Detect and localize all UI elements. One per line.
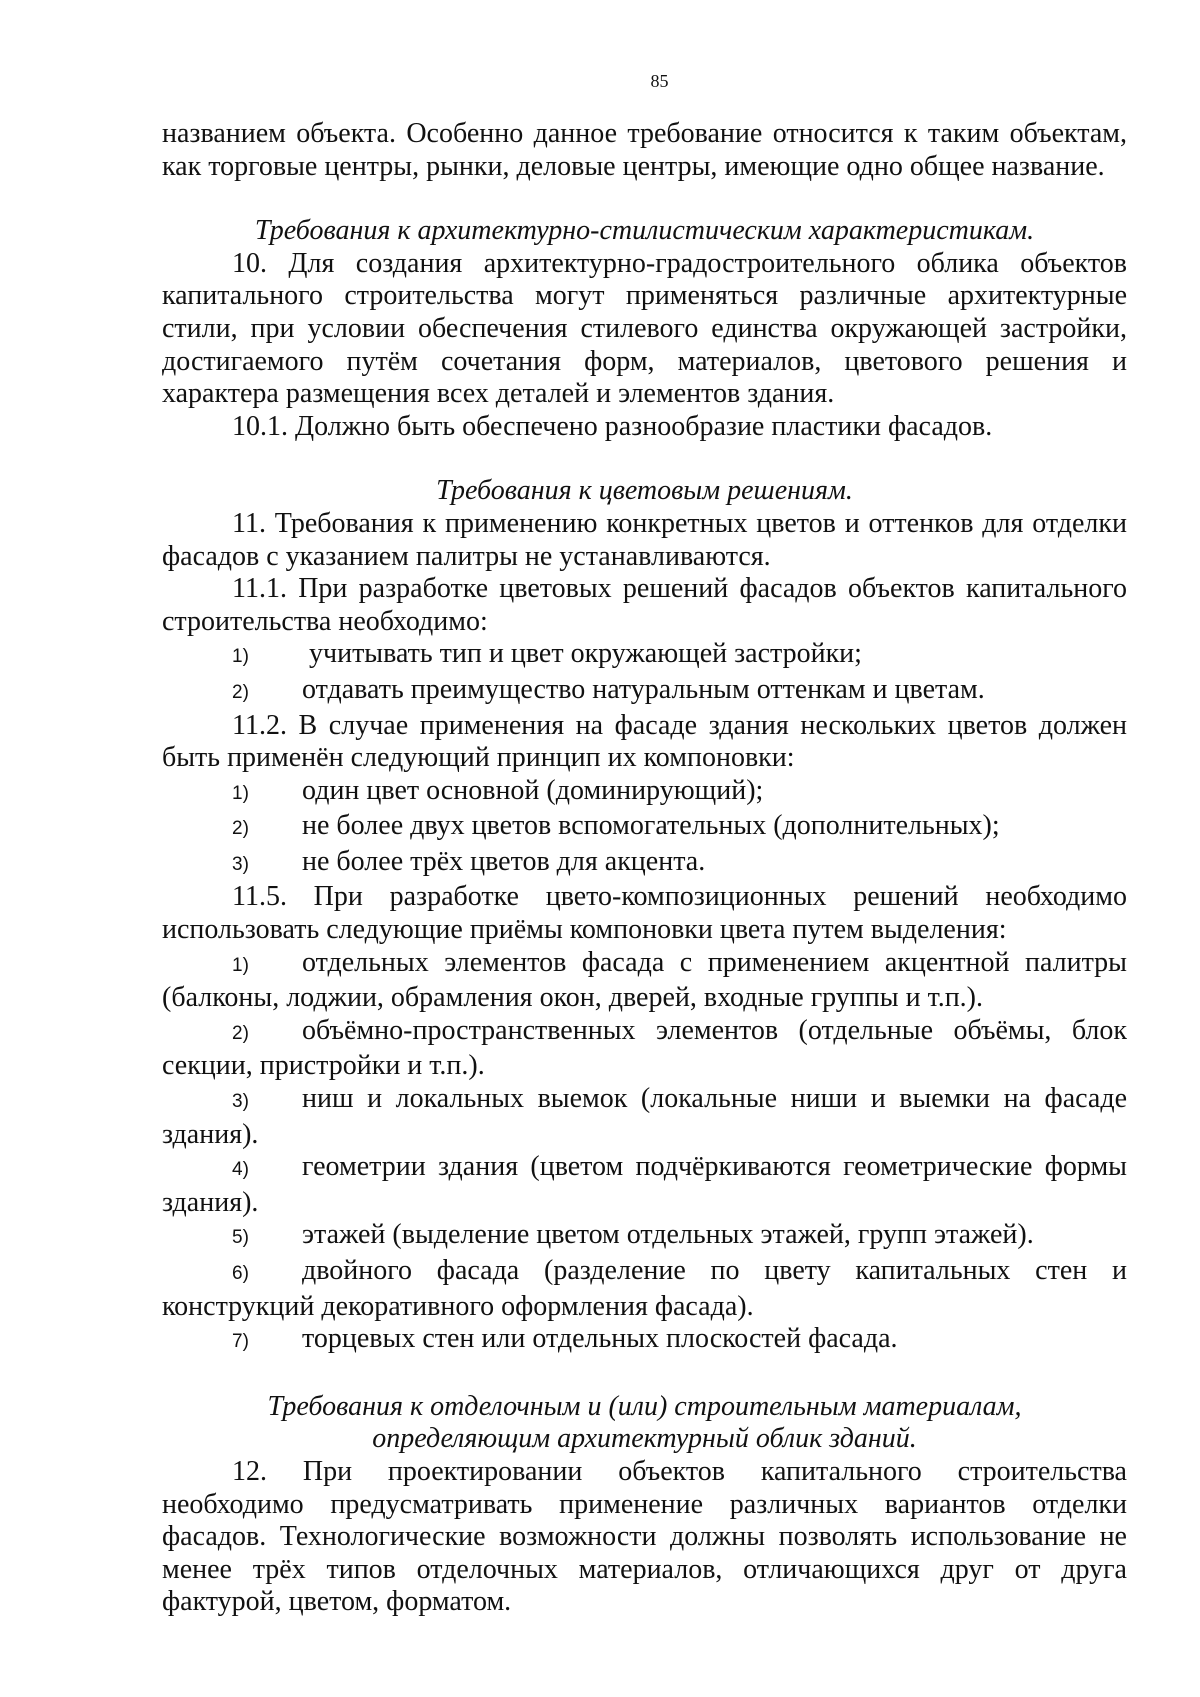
section-heading-materials-line1: Требования к отделочным и (или) строительным материалам, [267, 1390, 1022, 1422]
page-number: 85 [650, 71, 669, 91]
list-item [162, 1219, 1127, 1255]
list-11-1 [162, 638, 1127, 709]
paragraph-10-1: 10.1. Должно быть обеспечено разнообразие пластики фасадов. [232, 410, 993, 442]
list-item [162, 1015, 1127, 1083]
list-item [162, 810, 1127, 846]
list-item [162, 775, 1127, 811]
list-item [162, 1323, 1127, 1359]
paragraph-12: 12. При проектировании объектов капитального строительства необходимо предусматривать применение различных вариантов отделки фасадов. Технологические возможности должны позволять использование не менее трёх типов отделочных материалов, отличающихся друг от друга фактурой, цветом, форматом. [162, 1455, 1127, 1618]
list-item [162, 1151, 1127, 1219]
list-item [162, 1255, 1127, 1323]
list-item-number: 1) [232, 954, 249, 976]
list-item-text: двойного фасада (разделение по цвету капитальных стен и конструкций декоративного оформления фасада). [162, 1255, 1127, 1322]
list-item-text: отдавать преимущество натуральным оттенкам и цветам. [302, 673, 985, 705]
section-heading-color: Требования к цветовым решениям. [436, 475, 853, 507]
list-item-number: 2) [232, 681, 249, 703]
list-item-text: ниш и локальных выемок (локальные ниши и выемки на фасаде здания). [162, 1083, 1127, 1150]
list-item-number: 2) [232, 818, 249, 840]
paragraph-11-5: 11.5. При разработке цвето-композиционных решений необходимо использовать следующие приёмы компоновки цвета путем выделения: [162, 881, 1127, 946]
list-item-text: не более двух цветов вспомогательных (дополнительных); [302, 810, 1000, 842]
list-item-text: отдельных элементов фасада с применением акцентной палитры (балконы, лоджии, обрамления окон, дверей, входные группы и т.п.). [162, 946, 1127, 1014]
list-item-number: 1) [232, 646, 249, 668]
list-item-text: учитывать тип и цвет окружающей застройки; [302, 638, 862, 670]
list-item-text: геометрии здания (цветом подчёркиваются геометрические формы здания). [162, 1151, 1127, 1218]
list-item [162, 846, 1127, 882]
list-item-text: не более трёх цветов для акцента. [302, 845, 706, 877]
paragraph-11-1: 11.1. При разработке цветовых решений фасадов объектов капитального строительства необходимо: [162, 573, 1127, 637]
list-item-number: 3) [232, 1091, 249, 1113]
list-item [162, 674, 1127, 710]
paragraph-11-2: 11.2. В случае применения на фасаде здания нескольких цветов должен быть применён следующий принцип их компоновки: [162, 709, 1127, 774]
list-11-5 [162, 947, 1127, 1359]
intro-paragraph: названием объекта. Особенно данное требование относится к таким объектам, как торговые центры, рынки, деловые центры, имеющие одно общее название. [162, 118, 1127, 182]
list-item-text: торцевых стен или отдельных плоскостей фасада. [302, 1323, 898, 1355]
list-item-number: 1) [232, 782, 249, 804]
list-item-number: 7) [232, 1331, 249, 1353]
list-item-number: 5) [232, 1227, 249, 1249]
list-item-number: 4) [232, 1159, 249, 1181]
paragraph-10: 10. Для создания архитектурно-градостроительного облика объектов капитального строительства могут применяться различные архитектурные стили, при условии обеспечения стилевого единства окружающей застройки, достигаемого путём сочетания форм, материалов, цветового решения и характера размещения всех деталей и элементов здания. [162, 247, 1127, 410]
list-11-2 [162, 775, 1127, 882]
list-item-number: 3) [232, 853, 249, 875]
list-item [162, 638, 1127, 674]
list-item-number: 2) [232, 1022, 249, 1044]
document-page [162, 70, 1127, 1619]
paragraph-11: 11. Требования к применению конкретных цветов и оттенков для отделки фасадов с указанием палитры не устанавливаются. [162, 507, 1127, 572]
list-item-text: один цвет основной (доминирующий); [302, 774, 764, 806]
list-item-number: 6) [232, 1263, 249, 1284]
section-heading-architecture: Требования к архитектурно-стилистическим характеристикам. [254, 215, 1035, 247]
list-item [162, 1083, 1127, 1151]
section-heading-materials-line2: определяющим архитектурный облик зданий. [372, 1423, 917, 1455]
list-item-text: этажей (выделение цветом отдельных этажей, групп этажей). [302, 1219, 1034, 1251]
list-item [162, 947, 1127, 1015]
list-item-text: объёмно-пространственных элементов (отдельные объёмы, блок секции, пристройки и т.п.). [162, 1014, 1127, 1082]
